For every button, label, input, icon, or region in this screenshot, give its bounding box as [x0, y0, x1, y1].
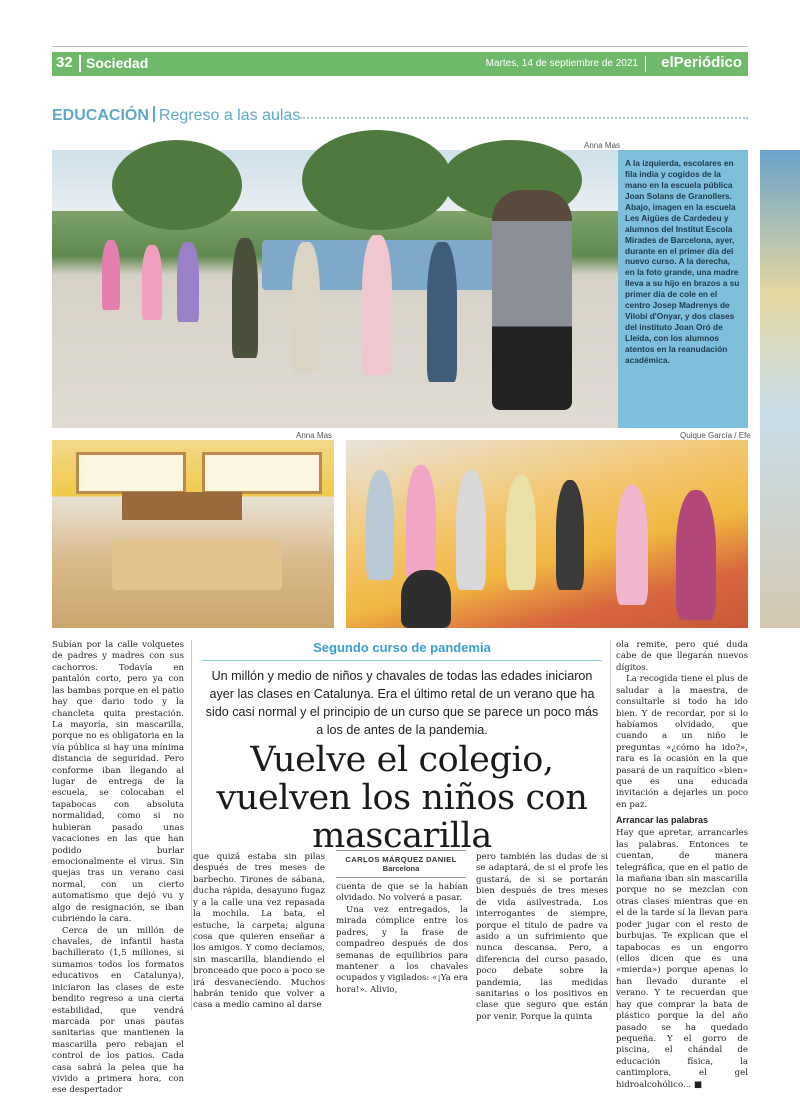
byline — [336, 850, 466, 878]
article-paragraph: cuenta de que se la habían olvidado. No volverá a pasar. — [336, 882, 468, 904]
section-kicker — [52, 106, 300, 125]
header-separator-right — [645, 56, 646, 72]
article-paragraph: Cerca de un millón de chavales, de infantil hasta bachillerato (1,5 millones, si sumamos todos los formatos educativos en Catalunya), iniciaron las clases de este bendito regreso a una cierta estabilidad, que vendrá marcada por unas pautas sanitarias que mantienen la mascarilla pero rebajan el control de los patios. Cada casa sabrá la pelea que ha vivido a primera hora, con ese despertador — [52, 925, 184, 1096]
issue-date: Martes, 14 de septiembre de 2021 — [485, 58, 638, 69]
child-figure — [232, 238, 258, 358]
article-paragraph: ola remite, pero qué duda cabe de que llegarán nuevos dígitos. — [616, 640, 748, 673]
child-figure — [676, 490, 716, 620]
bulletin-board — [202, 452, 322, 494]
adjacent-page-photo — [760, 150, 800, 628]
header-separator — [79, 55, 81, 72]
article-column-1 — [52, 640, 184, 1097]
bulletin-board — [76, 452, 186, 494]
byline-author: CARLOS MÁRQUEZ DANIEL — [345, 855, 457, 864]
article-headline: Vuelve el colegio, vuelven los niños con mascarilla — [216, 740, 588, 856]
child-figure — [362, 235, 392, 375]
photo-caption: A la izquierda, escolares en fila india y cogidos de la mano en la escuela pública Joan Solans de Granollers. Abajo, imagen en la escuela Les Aigües de Cardedeu y alumnos del Institut Escola Mirades de Barcelona, ayer, durante en el primer día del nuevo curso. A la derecha, en la foto grande, una madre lleva a su hijo en brazos a su primer día de cole en el centro Josep Madrenys de Vilobí d'Onyar, y dos clases del instituto Joan Oró de Lleida, con los alumnos atentos en la reanudación académica. — [625, 158, 740, 365]
section-name: Sociedad — [86, 55, 149, 71]
child-figure — [102, 240, 120, 310]
tree-shape — [302, 130, 452, 230]
page-number: 32 — [56, 54, 73, 71]
article-paragraph: pero también las dudas de si se adaptará, de si el profe les gustará, de si se portarán bien después de tres meses de vida asilvestrada. Los interrogantes de siempre, porque el título de padre va asido a un sufrimiento que nunca descansa. Pero, a diferencia del curso pasado, poco debate sobre la pandemia, las medidas sanitarias o los positivos en clase que seguro que están por venir. Porque la quinta — [476, 852, 608, 1022]
byline-location: Barcelona — [382, 864, 420, 873]
child-figure — [142, 245, 162, 320]
photo-caption-box — [618, 150, 748, 428]
child-figure — [366, 470, 394, 580]
child-figure — [177, 242, 199, 322]
article-paragraph: Hay que apretar, arrancarles las palabras. Entonces te cuentan, de manera telegráfica, que en el patio de la mañana iban sin mascarilla porque no se mezclan con otras clases mientras que en el de la tarde sí la llevan para poder jugar con el resto de burbujas. Te explican que el tapabocas es un engorro (ellos dicen que es una «mierda») porque apenas lo han llevado durante el verano. Y te recuerdan que hay que comprar la bata de plástico porque la del año pasado se ha quedado pequeña. Y el gorro de piscina, el chándal de educación física, la cantimplora, el gel hidroalcohólico... ■ — [616, 828, 748, 1090]
article-column-5 — [616, 640, 748, 1091]
child-figure — [401, 570, 451, 628]
article-paragraph: que quizá estaba sin pilas después de tres meses de barbecho. Tirones de sábana, ducha rápida, desayuno fugaz y a la calle una vez repasada la mochila. La bata, el estuche, la carpeta; alguna cosa que quieren enseñar a los amigos. Y como decíamos, sin mascarilla, blandiendo el bronceado que poco a poco se irá desvaneciendo. Muchos habrán tenido que volver a casa a medio camino al darse — [193, 852, 325, 1011]
child-figure — [506, 475, 536, 590]
newspaper-logo: elPeriódico — [661, 54, 742, 71]
child-figure — [616, 485, 648, 605]
main-photo-credit: Anna Mas — [584, 141, 621, 150]
kicker-sub: Regreso a las aulas — [158, 107, 301, 124]
class-table — [112, 540, 282, 590]
teacher-figure — [492, 190, 572, 410]
main-photo — [52, 150, 618, 428]
child-figure — [456, 470, 486, 590]
article-subhead: Arrancar las palabras — [616, 815, 709, 826]
column-rule — [610, 640, 611, 1010]
tree-shape — [112, 140, 242, 230]
article-paragraph: Una vez entregados, la mirada cómplice entre los padres, y la frase de compadreo después de dos semanas de equilibrios para mantener a los chavales ocupados y vigilados: «¡Ya era hora!». Alivio, — [336, 904, 468, 995]
corridor-photo — [346, 440, 748, 628]
child-figure — [556, 480, 584, 590]
article-dek: Un millón y medio de niños y chavales de todas las edades iniciaron ayer las clases en Catalunya. Era el último retal de un verano que ha sido casi normal y el principio de un curso que se parece un poco más a los de antes de la pandemia. — [205, 669, 599, 737]
article-strap: Segundo curso de pandemia — [313, 640, 491, 655]
child-figure — [292, 242, 320, 372]
kicker-main: EDUCACIÓN — [52, 107, 149, 124]
page-header — [52, 52, 748, 76]
header-top-rule — [52, 46, 748, 47]
column-rule — [191, 640, 192, 1010]
child-figure — [406, 465, 436, 585]
right-photo-credit: Quique García / Efe — [680, 431, 751, 440]
article-column-4 — [476, 852, 608, 1023]
kicker-dotted-rule — [300, 117, 748, 119]
article-paragraph: La recogida tiene el plus de saludar a la maestra, de consultarle si todo ha ido bien. Y de recordar, por si lo habíamos olvidado, que cuando a un niño le preguntas «¿cómo ha ido?», rara es la ocasión en la que pasará de un raquítico «bien» que es una educada invitación a dejarles un poco en paz. — [616, 674, 748, 810]
kicker-bar — [153, 106, 155, 122]
bookshelf — [122, 492, 242, 520]
article-column-2 — [193, 852, 325, 1012]
left-photo-credit: Anna Mas — [296, 431, 333, 440]
article-paragraph: Subían por la calle volquetes de padres y madres con sus cachorros. Todavía en pantalón corto, pero ya con las bambas porque en el patio hay que dario todo y la chancleta quita prestación. La mayoría, sin mascarilla, porque no es obligatoria en la vía pública si hay una mínima distancia de seguridad. Pero conforme iban llegando al lugar de entrega de la escuela, se colocaban el tapabocas con absoluta normalidad, como si no hubieran pasado unas vacaciones en las que han podido burlar emocionalmente el virus. Sin quejas tras un verano casi normal, con un cierto automatismo que dejó vu y algo de resignación, se iban cubriendo la cara. — [52, 640, 184, 925]
strap-rule — [202, 660, 602, 661]
classroom-photo — [52, 440, 334, 628]
child-figure — [427, 242, 457, 382]
article-column-3 — [336, 882, 468, 996]
